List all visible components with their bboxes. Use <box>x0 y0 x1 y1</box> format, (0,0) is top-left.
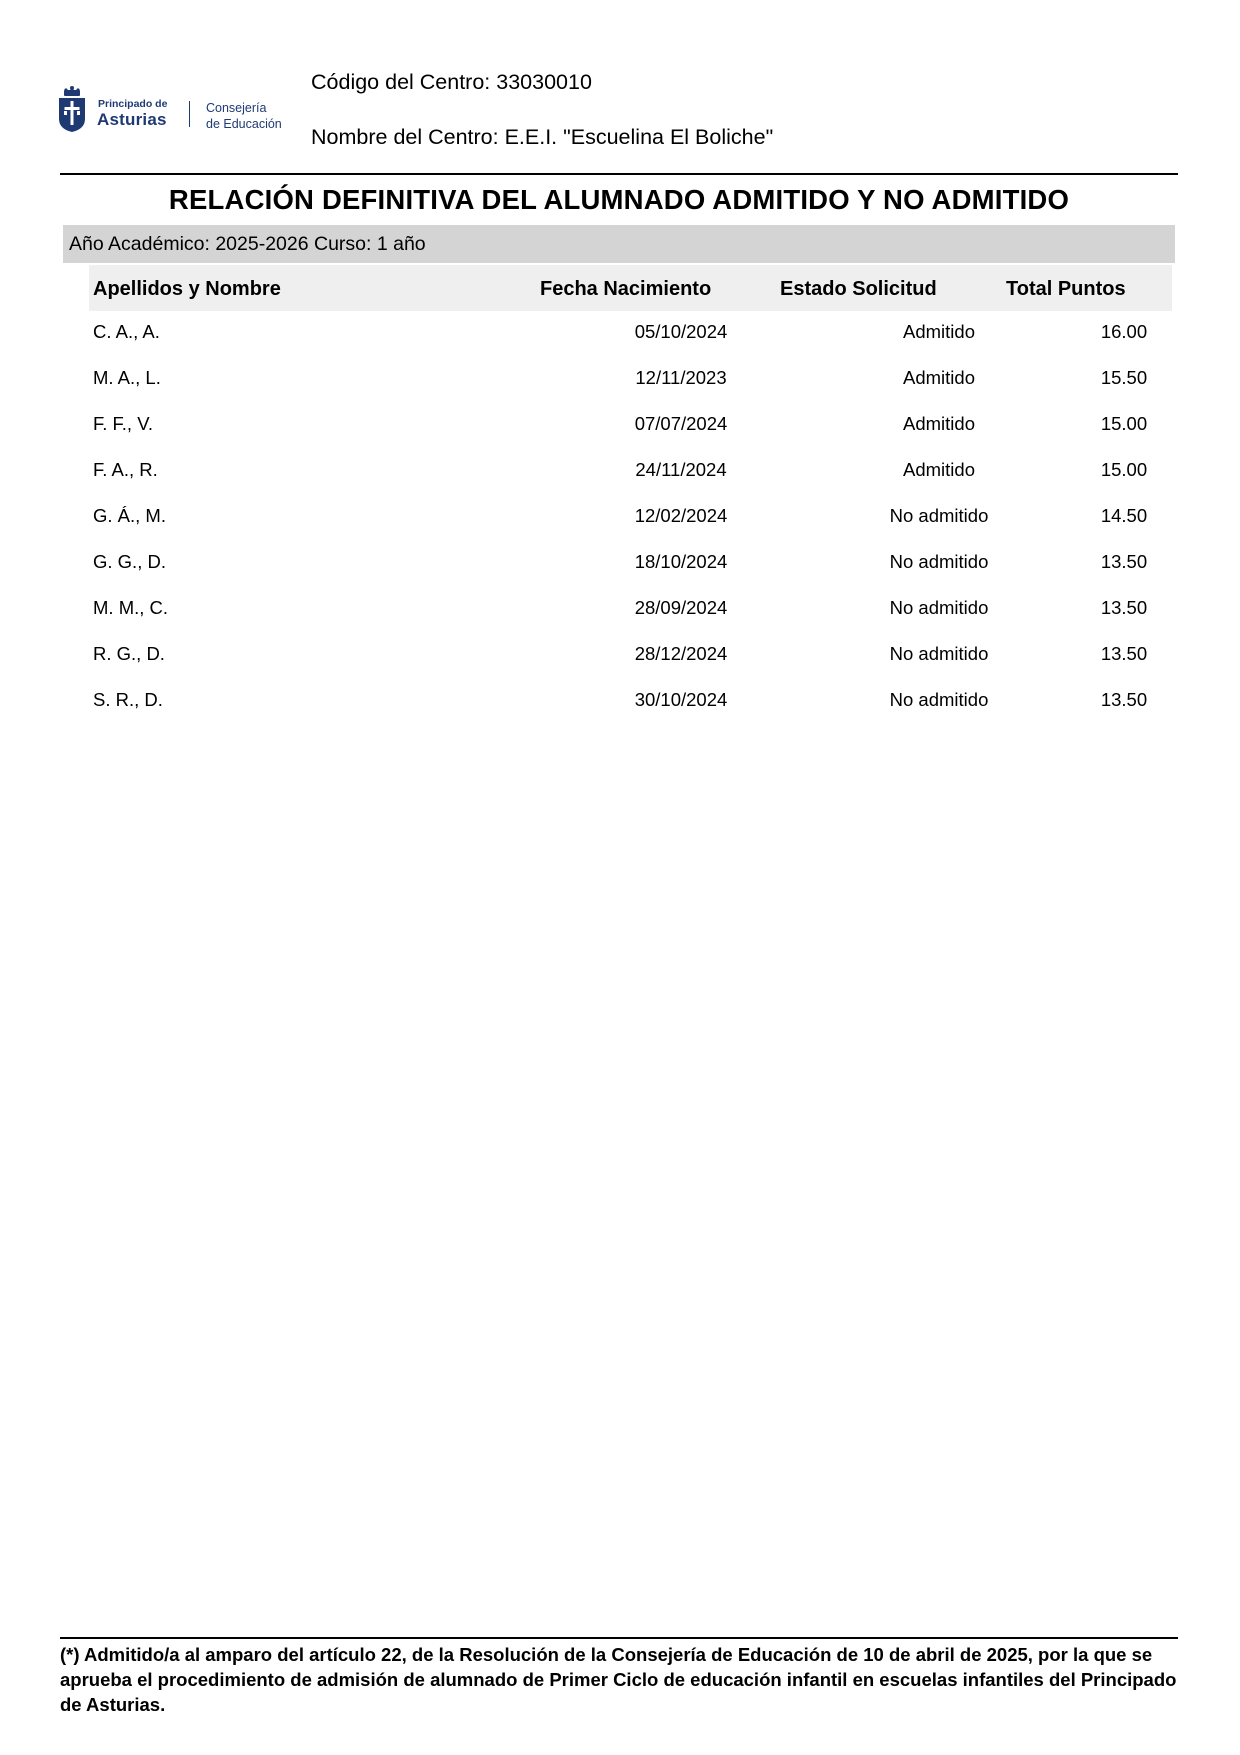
header-logo <box>58 85 298 135</box>
table-row <box>89 643 1172 673</box>
logo-department-line1: Consejería <box>206 101 267 115</box>
table-row <box>89 597 1172 627</box>
table-row <box>89 321 1172 351</box>
cell-points: 15.50 <box>1100 367 1148 388</box>
cell-birthdate: 12/02/2024 <box>634 505 728 526</box>
column-header-birthdate: Fecha Nacimiento <box>540 278 712 300</box>
center-code: Código del Centro: 33030010 <box>311 70 592 94</box>
cell-status: Admitido <box>903 459 975 480</box>
logo-asturias-text: Asturias <box>97 110 167 129</box>
top-divider <box>60 173 1178 175</box>
cell-birthdate: 18/10/2024 <box>634 551 728 572</box>
cell-name: R. G., D. <box>93 643 165 664</box>
logo-divider <box>189 101 190 127</box>
cell-status: No admitido <box>889 643 989 664</box>
cell-name: M. A., L. <box>93 367 161 388</box>
cell-status: Admitido <box>903 321 975 342</box>
cell-name: F. A., R. <box>93 459 158 480</box>
cell-points: 15.00 <box>1100 459 1148 480</box>
logo-principado-text: Principado de <box>98 98 168 110</box>
cell-birthdate: 28/12/2024 <box>634 643 728 664</box>
cell-name: G. Á., M. <box>93 505 166 526</box>
cell-name: M. M., C. <box>93 597 169 618</box>
cell-status: No admitido <box>889 689 989 710</box>
asturias-crest-icon <box>58 85 86 133</box>
table-row <box>89 413 1172 443</box>
page-title: RELACIÓN DEFINITIVA DEL ALUMNADO ADMITIDO Y NO ADMITIDO <box>168 184 1070 215</box>
center-name: Nombre del Centro: E.E.I. "Escuelina El Boliche" <box>311 125 774 149</box>
academic-year-text: Año Académico: 2025-2026 Curso: 1 año <box>69 233 426 255</box>
cell-birthdate: 24/11/2024 <box>635 459 727 480</box>
table-row <box>89 689 1172 719</box>
cell-status: No admitido <box>889 505 989 526</box>
cell-birthdate: 07/07/2024 <box>634 413 728 434</box>
cell-birthdate: 12/11/2023 <box>635 367 727 388</box>
table-header <box>89 265 1172 311</box>
table-row <box>89 505 1172 535</box>
cell-birthdate: 05/10/2024 <box>634 321 728 342</box>
cell-points: 15.00 <box>1100 413 1148 434</box>
academic-year-band <box>63 225 1175 263</box>
cell-birthdate: 28/09/2024 <box>634 597 728 618</box>
cell-points: 13.50 <box>1100 551 1148 572</box>
logo-department <box>206 100 282 132</box>
cell-status: Admitido <box>903 413 975 434</box>
cell-status: No admitido <box>889 551 989 572</box>
footnote: (*) Admitido/a al amparo del artículo 22, de la Resolución de la Consejería de Educación de 10 de abril de 2025, por la que se aprueba el procedimiento de admisión de alumnado de Primer Ciclo de educación infantil en escuelas infantiles del Principado de Asturias. <box>60 1644 1177 1715</box>
cell-name: F. F., V. <box>93 413 153 434</box>
table-row <box>89 459 1172 489</box>
column-header-status: Estado Solicitud <box>780 278 937 300</box>
cell-status: Admitido <box>903 367 975 388</box>
table-row <box>89 367 1172 397</box>
table-row <box>89 551 1172 581</box>
cell-name: C. A., A. <box>93 321 160 342</box>
cell-points: 13.50 <box>1100 643 1148 664</box>
cell-status: No admitido <box>889 597 989 618</box>
cell-points: 16.00 <box>1100 321 1148 342</box>
cell-points: 13.50 <box>1100 689 1148 710</box>
column-header-name: Apellidos y Nombre <box>93 278 281 300</box>
column-header-points: Total Puntos <box>1006 278 1126 300</box>
cell-name: S. R., D. <box>93 689 163 710</box>
cell-points: 14.50 <box>1100 505 1148 526</box>
cell-points: 13.50 <box>1100 597 1148 618</box>
footer-divider <box>60 1637 1178 1639</box>
cell-birthdate: 30/10/2024 <box>634 689 728 710</box>
cell-name: G. G., D. <box>93 551 166 572</box>
logo-department-line2: de Educación <box>206 117 282 131</box>
